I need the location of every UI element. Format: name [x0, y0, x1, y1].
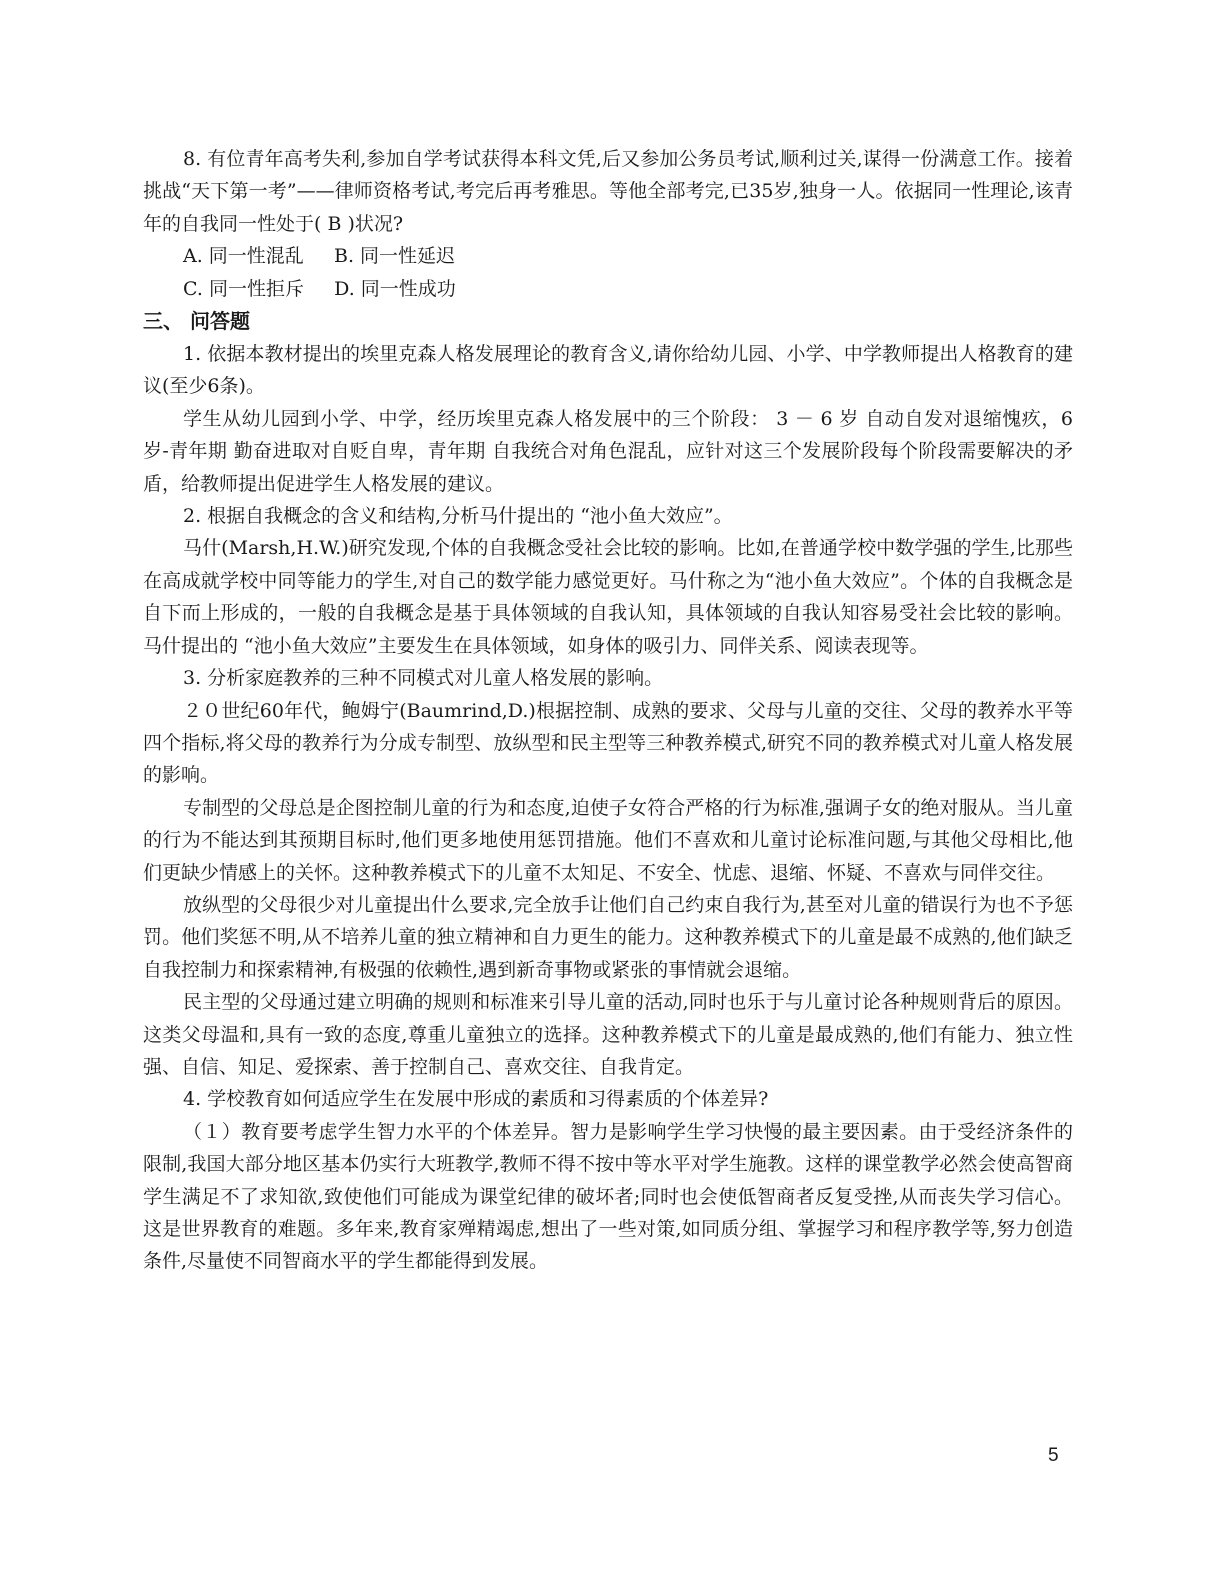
question-1: 1. 依据本教材提出的埃里克森人格发展理论的教育含义,请你给幼儿园、小学、中学教师提出人格教育的建议(至少6条)。 [143, 343, 1073, 398]
question-8-options-ab: A. 同一性混乱 B. 同一性延迟 [183, 245, 456, 268]
question-8: 8. 有位青年高考失利,参加自学考试获得本科文凭,后又参加公务员考试,顺利过关,谋得一份满意工作。接着挑战“天下第一考”——律师资格考试,考完后再考雅思。等他全部考完,已35岁,独身一人。依据同一性理论,该青年的自我同一性处于( B )状况? [143, 148, 1073, 235]
answer-3-permissive: 放纵型的父母很少对儿童提出什么要求,完全放手让他们自己约束自我行为,甚至对儿童的错误行为也不予惩罚。他们奖惩不明,从不培养儿童的独立精神和自力更生的能力。这种教养模式下的儿童是最不成熟的,他们缺乏自我控制力和探索精神,有极强的依赖性,遇到新奇事物或紧张的事情就会退缩。 [143, 893, 1073, 981]
question-3: 3. 分析家庭教养的三种不同模式对儿童人格发展的影响。 [183, 667, 664, 690]
answer-2: 马什(Marsh,H.W.)研究发现,个体的自我概念受社会比较的影响。比如,在普通学校中数学强的学生,比那些在高成就学校中同等能力的学生,对自己的数学能力感觉更好。马什称之为“池小鱼大效应”。个体的自我概念是自下而上形成的，一般的自我概念是基于具体领域的自我认知，具体领域的自我认知容易受社会比较的影响。马什提出的 “池小鱼大效应”主要发生在具体领域，如身体的吸引力、同伴关系、阅读表现等。 [143, 537, 1073, 657]
question-2: 2. 根据自我概念的含义和结构,分析马什提出的 “池小鱼大效应”。 [183, 505, 733, 528]
page-number: 5 [1048, 1445, 1059, 1466]
document-body [143, 143, 1073, 1278]
answer-4-point-1: （１）教育要考虑学生智力水平的个体差异。智力是影响学生学习快慢的最主要因素。由于受经济条件的限制,我国大部分地区基本仍实行大班教学,教师不得不按中等水平对学生施教。这样的课堂教学必然会使高智商学生满足不了求知欲,致使他们可能成为课堂纪律的破坏者;同时也会使低智商者反复受挫,从而丧失学习信心。这是世界教育的难题。多年来,教育家殚精竭虑,想出了一些对策,如同质分组、掌握学习和程序教学等,努力创造条件,尽量使不同智商水平的学生都能得到发展。 [143, 1120, 1073, 1273]
answer-3-authoritarian: 专制型的父母总是企图控制儿童的行为和态度,迫使子女符合严格的行为标准,强调子女的绝对服从。当儿童的行为不能达到其预期目标时,他们更多地使用惩罚措施。他们不喜欢和儿童讨论标准问题,与其他父母相比,他们更缺少情感上的关怀。这种教养模式下的儿童不太知足、不安全、忧虑、退缩、怀疑、不喜欢与同伴交往。 [143, 796, 1073, 884]
question-8-options-cd: C. 同一性拒斥 D. 同一性成功 [183, 277, 456, 300]
answer-1: 学生从幼儿园到小学、中学，经历埃里克森人格发展中的三个阶段： 3 － 6 岁 自动自发对退缩愧疚，6 岁-青年期 勤奋进取对自贬自卑，青年期 自我统合对角色混乱，应针对这三个发展阶段每个阶段需要解决的矛盾，给教师提出促进学生人格发展的建议。 [143, 407, 1073, 495]
section-heading-essay: 三、 问答题 [143, 309, 250, 334]
answer-3-democratic: 民主型的父母通过建立明确的规则和标准来引导儿童的活动,同时也乐于与儿童讨论各种规则背后的原因。这类父母温和,具有一致的态度,尊重儿童独立的选择。这种教养模式下的儿童是最成熟的,他们有能力、独立性强、自信、知足、爱探索、善于控制自己、喜欢交往、自我肯定。 [143, 991, 1073, 1078]
question-4: 4. 学校教育如何适应学生在发展中形成的素质和习得素质的个体差异? [183, 1088, 769, 1111]
answer-3-intro: ２０世纪60年代，鲍姆宁(Baumrind,D.)根据控制、成熟的要求、父母与儿童的交往、父母的教养水平等四个指标,将父母的教养行为分成专制型、放纵型和民主型等三种教养模式,研究不同的教养模式对儿童人格发展的影响。 [143, 699, 1073, 787]
